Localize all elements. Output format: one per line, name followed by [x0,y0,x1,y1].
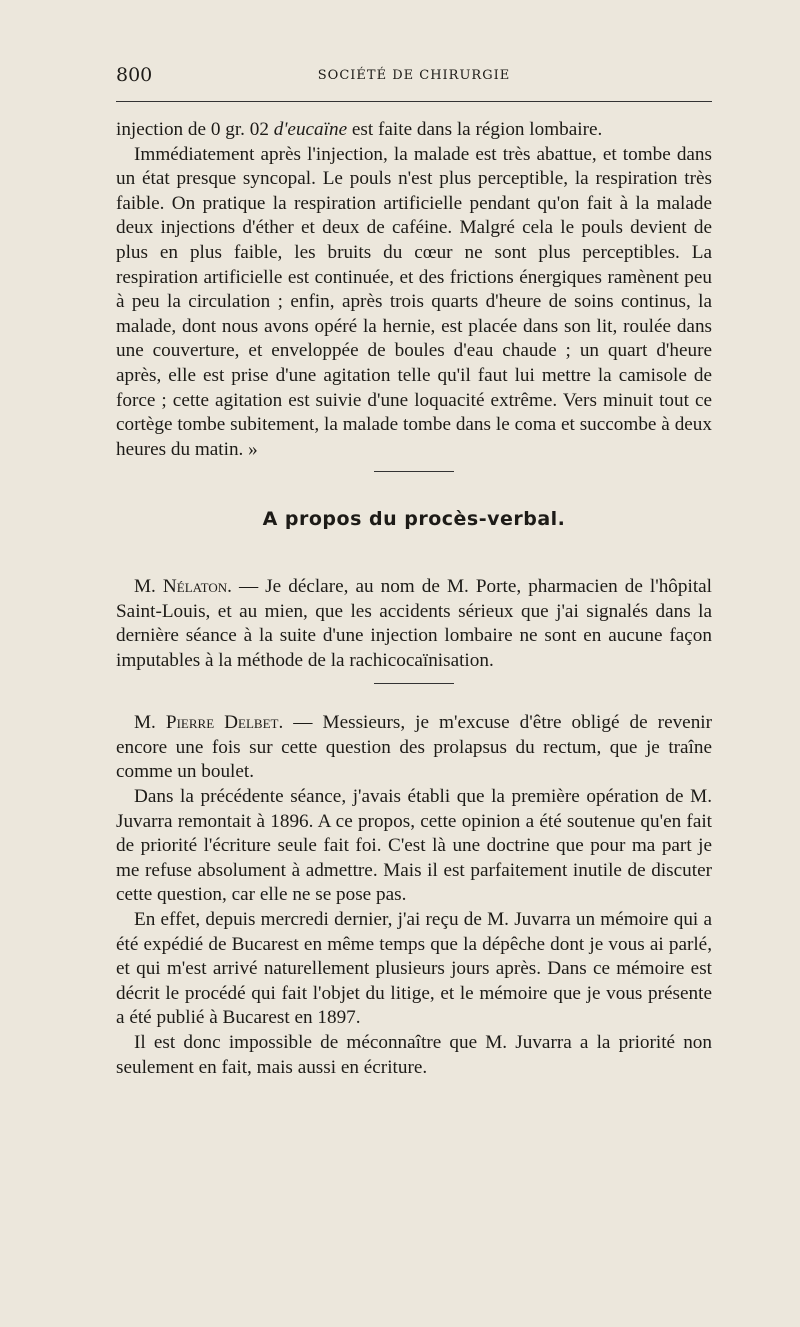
paragraph-nelaton [116,575,712,673]
body-text [116,118,712,1080]
text-run: M. [134,712,166,734]
paragraph-continuation [116,118,712,143]
text-run: — Messieurs, je m'excuse d'être obligé de revenir encore une fois sur cette question des prolapsus du rectum, que je traîne comme un boulet. [116,712,713,783]
italic-term: d'eucaïne [273,119,348,140]
paragraph-delbet-3: En effet, depuis mercredi dernier, j'ai reçu de M. Juvarra un mémoire qui a été expédié de Bucarest en même temps que la dépêche dont je vous ai parlé, et qui m'est arrivé naturellement plusieurs jours après. Dans ce mémoire est décrit le procédé qui fait l'objet du litige, et le mémoire que je vous présente a été publié à Bucarest en 1897. [116,909,712,1029]
paragraph-delbet-4: Il est donc impossible de méconnaître que M. Juvarra a la priorité non seulement en fait, mais aussi en écriture. [116,1032,712,1078]
text-run: — Je déclare, au nom de M. Porte, pharmacien de l'hôpital Saint-Louis, et au mien, que les accidents sérieux que j'ai signalés dans la dernière séance à la suite d'une injection lombaire ne sont en aucune façon imputables à la méthode de la rachicocaïnisation. [116,575,712,671]
separator-rule [374,471,454,472]
text-run: M. [134,575,163,597]
running-head: SOCIÉTÉ DE CHIRURGIE [317,68,511,83]
section-title: A propos du procès-verbal. [262,508,566,531]
paragraph-delbet [116,711,712,785]
speaker-name: Pierre Delbet. [165,712,284,734]
header-rule [116,101,712,102]
page-number: 800 [116,64,153,86]
paragraph-delbet-2: Dans la précédente séance, j'avais établi que la première opération de M. Juvarra remontait à 1896. A ce propos, cette opinion a été soutenue qu'en fait de priorité l'écriture seule fait foi. C'est là une doctrine que pour ma part je me refuse absolument à admettre. Mais il est parfaitement inutile de discuter cette question, car elle ne se pose pas. [116,786,712,906]
paragraph-case-report: Immédiatement après l'injection, la malade est très abattue, et tombe dans un état presque syncopal. Le pouls n'est plus perceptible, la respiration très faible. On pratique la respiration artificielle pendant qu'on fait à la malade deux injections d'éther et deux de caféine. Malgré cela le pouls devient de plus en plus faible, les bruits du cœur ne sont plus perceptibles. La respiration artificielle est continuée, et des frictions énergiques ramènent peu à peu la circulation ; enfin, après trois quarts d'heure de soins continus, la malade, dont nous avons opéré la hernie, est placée dans son lit, roulée dans une couverture, et enveloppée de boules d'eau chaude ; un quart d'heure après, elle est prise d'une agitation telle qu'il faut lui mettre la camisole de force ; cette agitation est suivie d'une loquacité extrême. Vers minuit tout ce cortège tombe subitement, la malade tombe dans le coma et succombe à deux heures du matin. » [116,143,712,460]
speaker-name: Nélaton. [162,575,232,597]
spacer [116,684,712,711]
text-run: est faite dans la région lombaire. [347,119,603,140]
page-header [116,62,712,92]
text-run: injection de 0 gr. 02 [116,119,274,140]
